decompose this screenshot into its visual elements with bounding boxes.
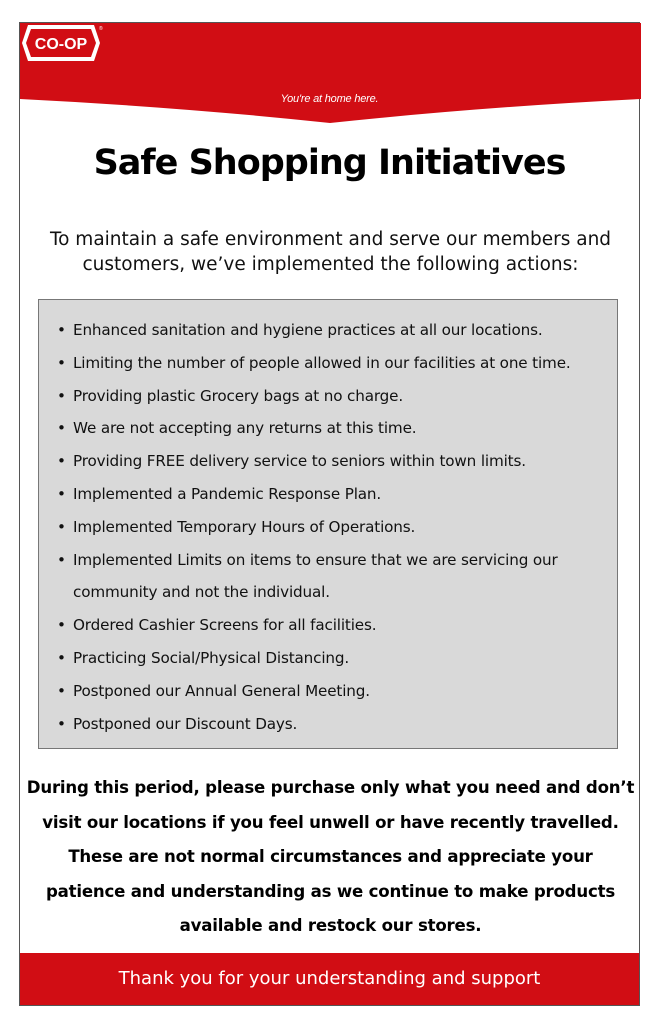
safe-shopping-poster — [19, 22, 640, 1006]
bullet-icon: • — [57, 321, 66, 339]
svg-text:®: ® — [99, 26, 103, 32]
header-red-band — [20, 23, 641, 127]
list-item: • Providing FREE delivery service to seniors within town limits. — [39, 445, 617, 478]
bullet-icon: • — [57, 484, 66, 503]
bullet-icon: • — [57, 386, 66, 405]
list-item: • Postponed our Discount Days. — [39, 708, 617, 741]
initiatives-box — [38, 299, 618, 749]
bullet-icon: • — [57, 681, 66, 700]
initiatives-list — [39, 300, 617, 740]
footer-banner — [20, 953, 639, 1005]
bullet-icon: • — [57, 517, 66, 536]
list-item: • Enhanced sanitation and hygiene practices at all our locations. — [39, 314, 617, 347]
logo-text: CO-OP — [34, 36, 88, 53]
list-item: • Practicing Social/Physical Distancing. — [39, 642, 617, 675]
list-item: • Postponed our Annual General Meeting. — [39, 675, 617, 708]
bullet-icon: • — [57, 648, 66, 667]
coop-logo — [20, 23, 102, 63]
list-item: • Implemented Temporary Hours of Operations. — [39, 511, 617, 544]
bullet-icon: • — [57, 550, 66, 569]
notice-text: During this period, please purchase only what you need and don’t visit our locations if you feel unwell or have recently travelled. These are not normal circumstances and appreciate your patience and understanding as we continue to make products available and restock our stores. — [26, 778, 635, 935]
footer-text: Thank you for your understanding and support — [118, 968, 541, 989]
list-item: • We are not accepting any returns at this time. — [39, 412, 617, 445]
bullet-icon: • — [57, 616, 66, 635]
bullet-icon: • — [57, 452, 66, 471]
bullet-icon: • — [57, 353, 66, 372]
header-banner — [20, 23, 639, 127]
page-title: Safe Shopping Initiatives — [93, 143, 566, 183]
list-item: • Limiting the number of people allowed in our facilities at one time. — [39, 347, 617, 380]
list-item: • Providing plastic Grocery bags at no charge. — [39, 380, 617, 413]
list-item: • Implemented a Pandemic Response Plan. — [39, 478, 617, 511]
intro-text: To maintain a safe environment and serve our members and customers, we’ve implemented the following actions: — [49, 229, 612, 275]
tagline: You're at home here. — [280, 93, 379, 105]
bullet-icon: • — [57, 419, 66, 438]
list-item: • Ordered Cashier Screens for all facilities. — [39, 609, 617, 642]
list-item: • Implemented Limits on items to ensure that we are servicing our community and not the individual. — [39, 544, 617, 610]
bullet-icon: • — [57, 714, 66, 733]
